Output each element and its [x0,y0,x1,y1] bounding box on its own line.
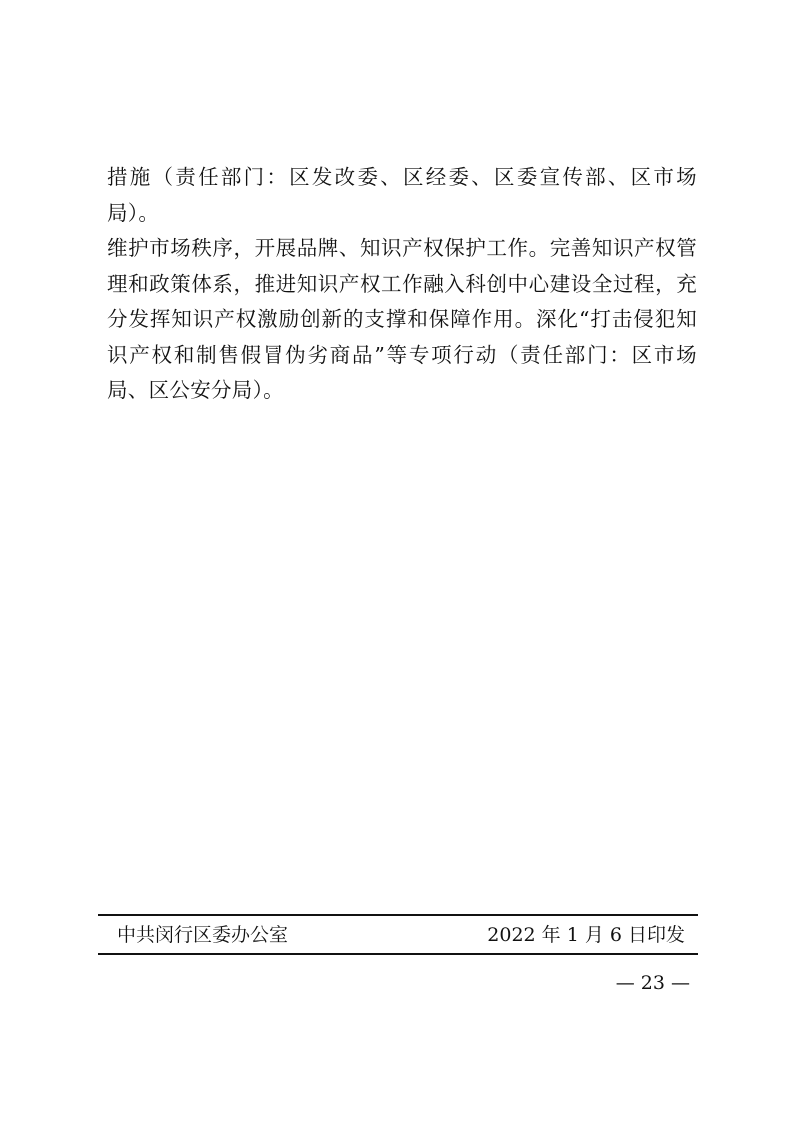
body-text [107,160,697,409]
footer-bottom-rule [98,953,698,955]
paragraph: 措施（责任部门：区发改委、区经委、区委宣传部、区市场局）。 [107,165,697,225]
page-number: — 23 — [615,972,690,994]
footer-print-date: 2022 年 1 月 6 日印发 [487,924,685,946]
paragraph: 维护市场秩序，开展品牌、知识产权保护工作。完善知识产权管理和政策体系，推进知识产权工作融入科创中心建设全过程，充分发挥知识产权激励创新的支撑和保障作用。深化“打击侵犯知识产权和制售假冒伪劣商品”等专项行动（责任部门：区市场局、区公安分局）。 [107,236,697,402]
footer-issuer: 中共闵行区委办公室 [117,924,289,946]
footer-top-rule [98,914,698,916]
